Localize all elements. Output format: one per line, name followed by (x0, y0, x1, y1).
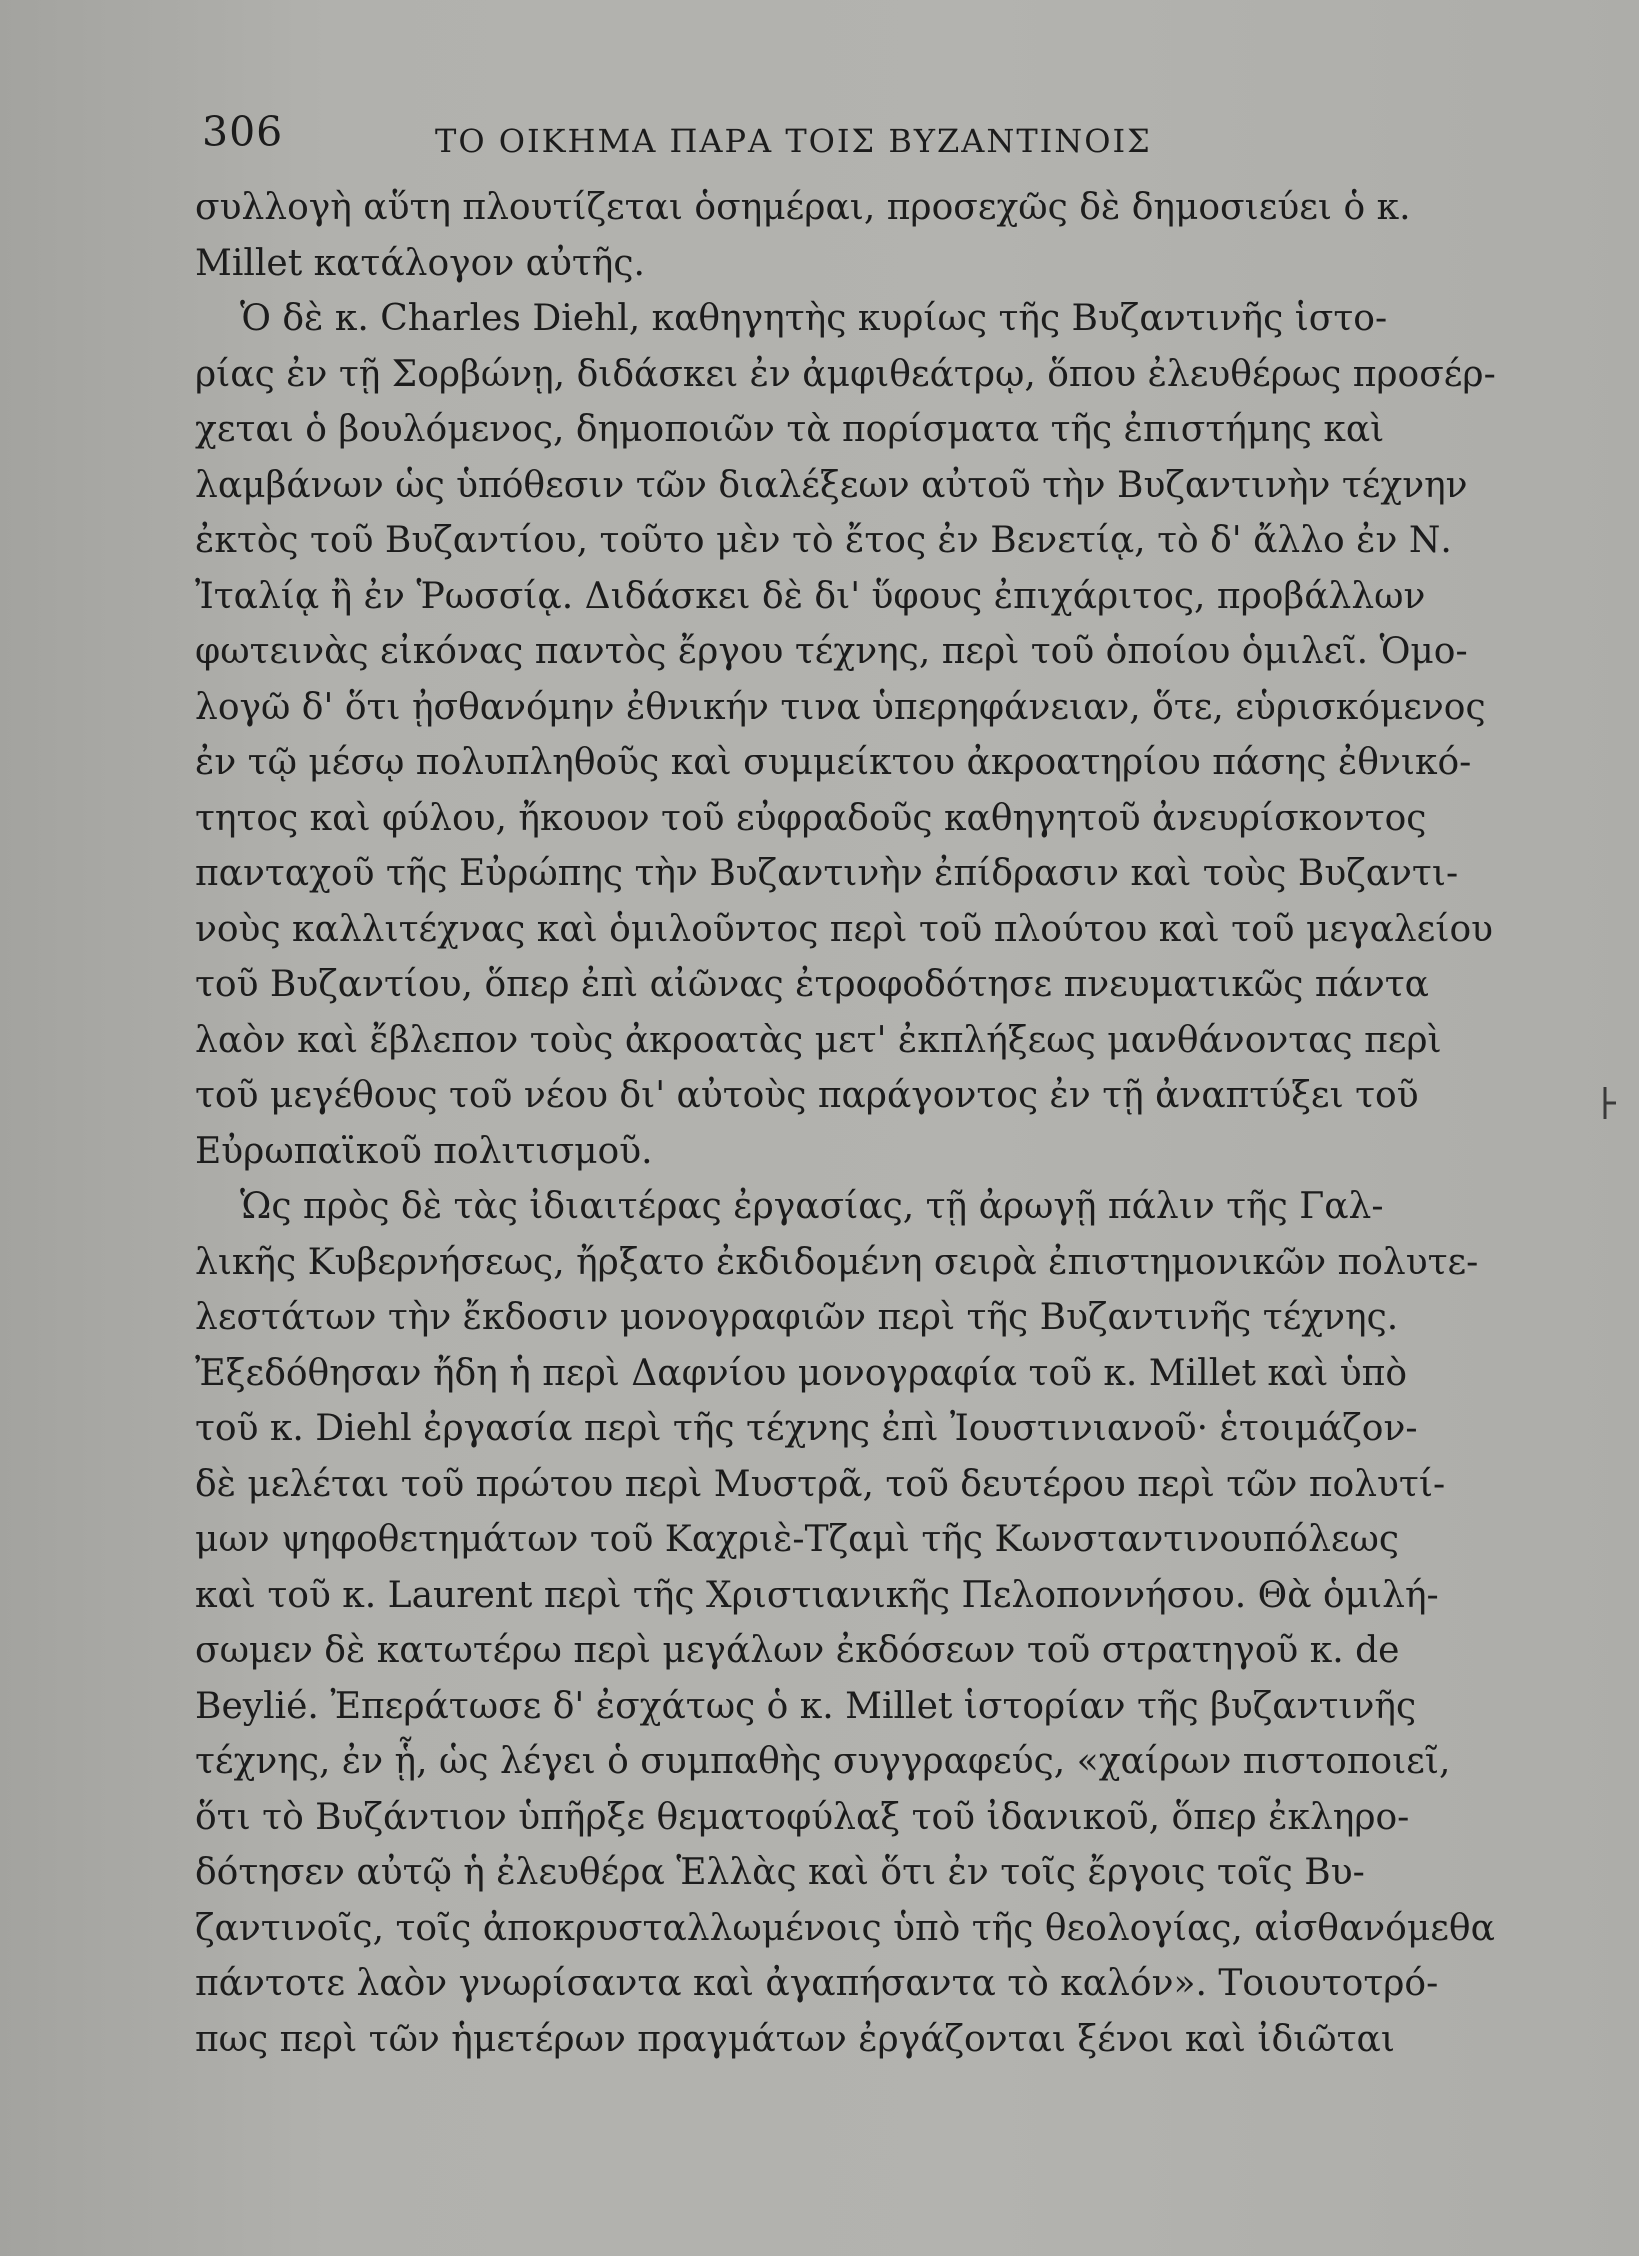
text-line: Εὐρωπαϊκοῦ πολιτισμοῦ. (195, 1130, 653, 1172)
text-line: δότησεν αὐτῷ ἡ ἐλευθέρα Ἑλλὰς καὶ ὅτι ἐν τοῖς ἔργοις τοῖς Βυ- (195, 1852, 1365, 1893)
text-line: πανταχοῦ τῆς Εὐρώπης τὴν Βυζαντινὴν ἐπίδρασιν καὶ τοὺς Βυζαντι- (195, 853, 1459, 894)
text-line: λαμβάνων ὡς ὑπόθεσιν τῶν διαλέξεων αὐτοῦ τὴν Βυζαντινὴν τέχνην (195, 464, 1468, 506)
text-line: τοῦ μεγέθους τοῦ νέου δι' αὐτοὺς παράγοντος ἐν τῇ ἀναπτύξει τοῦ (195, 1075, 1419, 1116)
text-line: Ἐξεδόθησαν ἤδη ἡ περὶ Δαφνίου μονογραφία τοῦ κ. Millet καὶ ὑπὸ (195, 1352, 1408, 1394)
text-line: τοῦ κ. Diehl ἐργασία περὶ τῆς τέχνης ἐπὶ Ἰουστινιανοῦ· ἑτοιμάζον- (195, 1408, 1418, 1449)
text-line: Ὁ δὲ κ. Charles Diehl, καθηγητὴς κυρίως τῆς Βυζαντινῆς ἱστο- (240, 298, 1388, 339)
text-line: τητος καὶ φύλου, ἤκουον τοῦ εὐφραδοῦς καθηγητοῦ ἀνευρίσκοντος (195, 797, 1427, 839)
text-line: ἐν τῷ μέσῳ πολυπληθοῦς καὶ συμμείκτου ἀκροατηρίου πάσης ἐθνικό- (195, 742, 1472, 783)
text-line: Millet κατάλογον αὐτῆς. (195, 242, 645, 284)
text-line: ἐκτὸς τοῦ Βυζαντίου, τοῦτο μὲν τὸ ἔτος ἐν Βενετίᾳ, τὸ δ' ἄλλο ἐν Ν. (195, 520, 1452, 561)
text-line: νοὺς καλλιτέχνας καὶ ὁμιλοῦντος περὶ τοῦ πλούτου καὶ τοῦ μεγαλείου (195, 908, 1494, 950)
body-text (195, 180, 1496, 2067)
text-line: λεστάτων τὴν ἔκδοσιν μονογραφιῶν περὶ τῆς Βυζαντινῆς τέχνης. (195, 1297, 1399, 1338)
text-line: λικῆς Κυβερνήσεως, ἤρξατο ἐκδιδομένη σειρὰ ἐπιστημονικῶν πολυτε- (195, 1241, 1479, 1283)
text-line: ὅτι τὸ Βυζάντιον ὑπῆρξε θεματοφύλαξ τοῦ ἰδανικοῦ, ὅπερ ἐκληρο- (195, 1796, 1410, 1838)
text-line: Ἰταλίᾳ ἢ ἐν Ῥωσσίᾳ. Διδάσκει δὲ δι' ὕφους ἐπιχάριτος, προβάλλων (195, 575, 1426, 617)
text-line: δὲ μελέται τοῦ πρώτου περὶ Μυστρᾶ, τοῦ δευτέρου περὶ τῶν πολυτί- (195, 1463, 1446, 1505)
text-line: φωτεινὰς εἰκόνας παντὸς ἔργου τέχνης, περὶ τοῦ ὁποίου ὁμιλεῖ. Ὁμο- (195, 631, 1468, 672)
text-line: Beylié. Ἐπεράτωσε δ' ἐσχάτως ὁ κ. Millet ἱστορίαν τῆς βυζαντινῆς (195, 1685, 1417, 1727)
text-line: πως περὶ τῶν ἡμετέρων πραγμάτων ἐργάζονται ξένοι καὶ ἰδιῶται (195, 2018, 1395, 2060)
text-line: καὶ τοῦ κ. Laurent περὶ τῆς Χριστιανικῆς Πελοποννήσου. Θὰ ὁμιλή- (195, 1574, 1439, 1616)
text-line: ζαντινοῖς, τοῖς ἀποκρυσταλλωμένοις ὑπὸ τῆς θεολογίας, αἰσθανόμεθα (195, 1907, 1495, 1949)
text-line: λαὸν καὶ ἔβλεπον τοὺς ἀκροατὰς μετ' ἐκπλήξεως μανθάνοντας περὶ (195, 1019, 1442, 1061)
text-line: τοῦ Βυζαντίου, ὅπερ ἐπὶ αἰῶνας ἐτροφοδότησε πνευματικῶς πάντα (195, 964, 1429, 1005)
text-line: μων ψηφοθετημάτων τοῦ Καχριὲ-Τζαμὶ τῆς Κωνσταντινουπόλεως (195, 1519, 1400, 1560)
text-line: ρίας ἐν τῇ Σορβώνῃ, διδάσκει ἐν ἀμφιθεάτρῳ, ὅπου ἐλευθέρως προσέρ- (195, 353, 1496, 395)
text-line: χεται ὁ βουλόμενος, δημοποιῶν τὰ πορίσματα τῆς ἐπιστήμης καὶ (195, 409, 1385, 450)
text-line: Ὡς πρὸς δὲ τὰς ἰδιαιτέρας ἐργασίας, τῇ ἀρωγῇ πάλιν τῆς Γαλ- (240, 1186, 1384, 1227)
running-head: ΤΟ ΟΙΚΗΜΑ ΠΑΡΑ ΤΟΙΣ ΒΥΖΑΝΤΙΝΟΙΣ (435, 122, 1152, 160)
text-line: πάντοτε λαὸν γνωρίσαντα καὶ ἀγαπήσαντα τὸ καλόν». Τοιουτοτρό- (195, 1963, 1439, 2004)
text-line: σωμεν δὲ κατωτέρω περὶ μεγάλων ἐκδόσεων τοῦ στρατηγοῦ κ. de (195, 1630, 1400, 1671)
page-number: 306 (202, 108, 284, 156)
text-line: συλλογὴ αὕτη πλουτίζεται ὁσημέραι, προσεχῶς δὲ δημοσιεύει ὁ κ. (195, 187, 1411, 228)
scan-mark-icon (1590, 1085, 1620, 1121)
text-line: τέχνης, ἐν ᾗ, ὡς λέγει ὁ συμπαθὴς συγγραφεύς, «χαίρων πιστοποιεῖ, (195, 1741, 1451, 1782)
text-line: λογῶ δ' ὅτι ᾐσθανόμην ἐθνικήν τινα ὑπερηφάνειαν, ὅτε, εὑρισκόμενος (195, 686, 1486, 728)
